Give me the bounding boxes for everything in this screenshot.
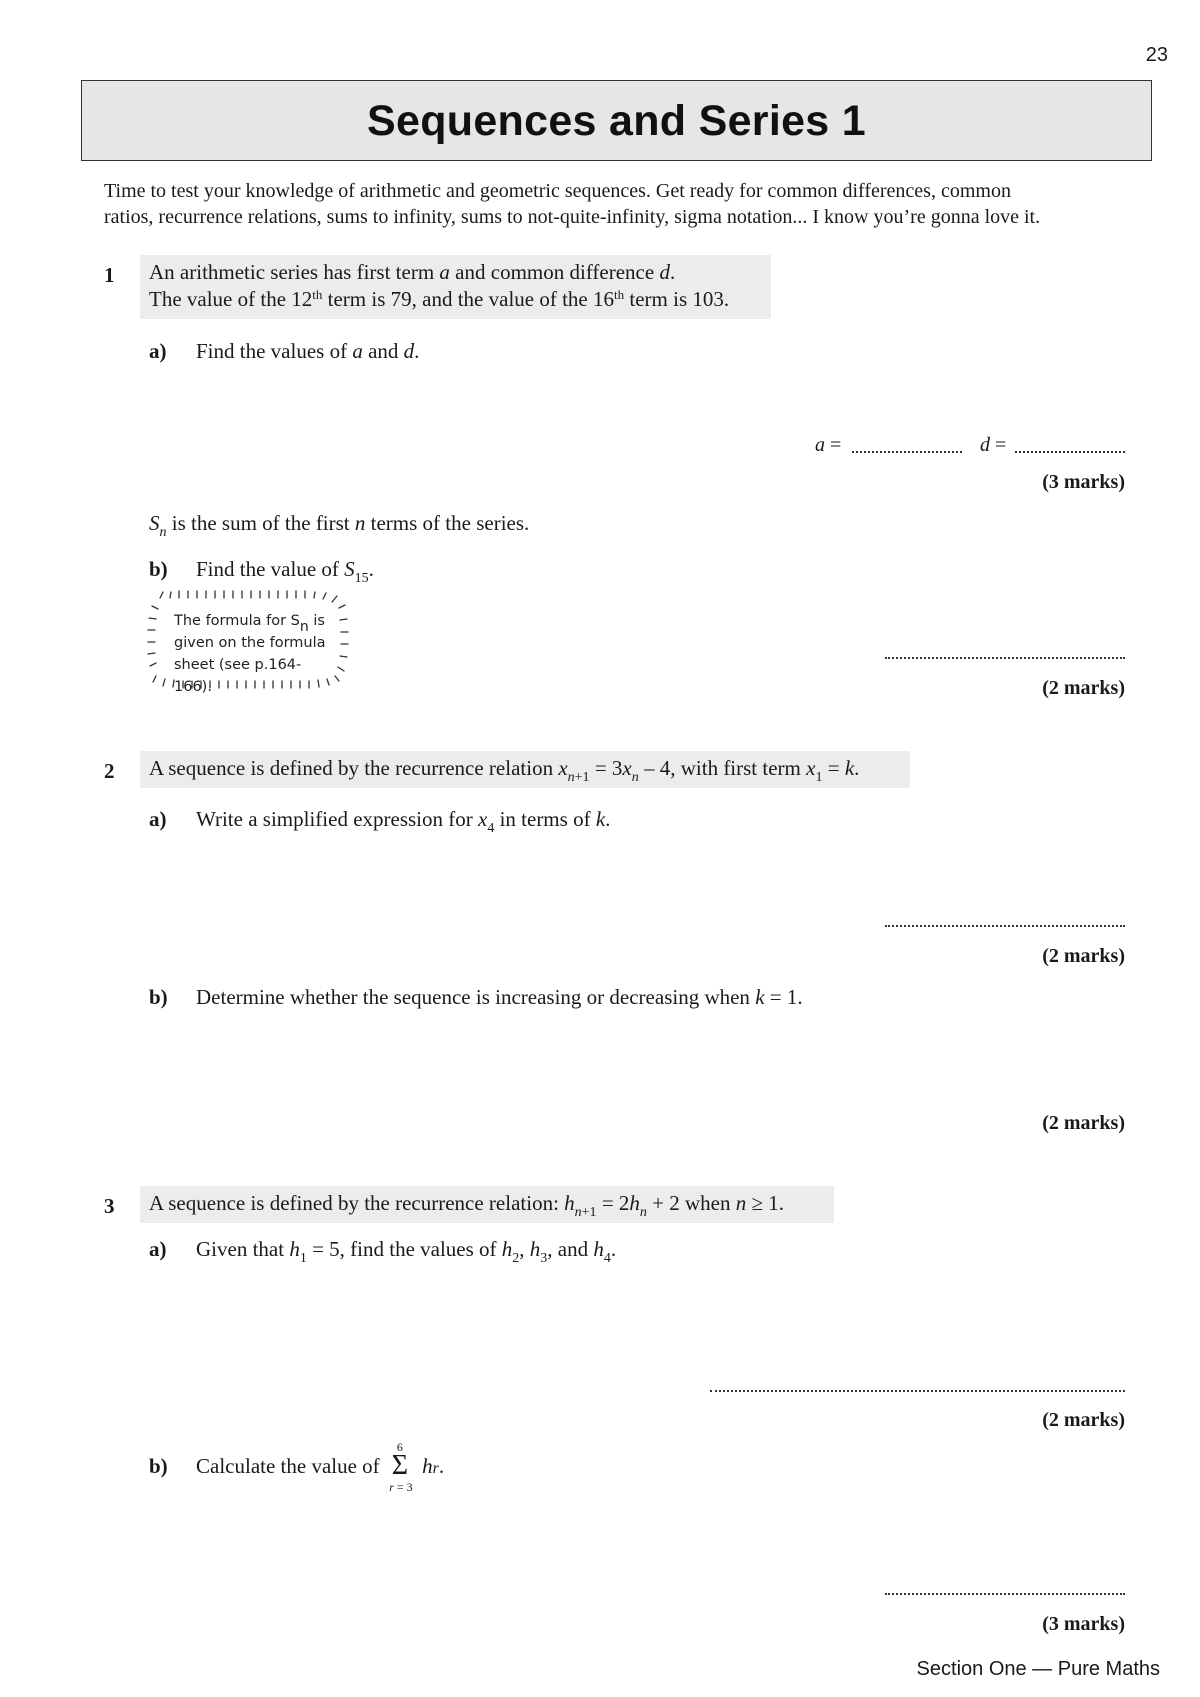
intro-paragraph [104, 178, 1164, 230]
hint-line-3: sheet (see p.164-166). [174, 657, 302, 695]
answer-d-field[interactable] [1015, 451, 1125, 453]
question-1-line-1: An arithmetic series has first term a and common difference d. [149, 260, 676, 284]
answer-a-label: a = [815, 434, 842, 456]
question-2a-text: Write a simplified expression for $x_4$ in terms of k. [196, 807, 611, 836]
question-2a-label: a) [149, 807, 167, 831]
question-3b-marks: (3 marks) [1042, 1613, 1125, 1635]
question-1a-marks: (3 marks) [1042, 471, 1125, 493]
answer-3b-field[interactable] [885, 1593, 1125, 1595]
sigma-notation [387, 1441, 413, 1495]
question-1-number: 1 [104, 263, 115, 287]
question-2b-marks: (2 marks) [1042, 1112, 1125, 1134]
answer-3a-field[interactable] [710, 1390, 1125, 1392]
sigma-upper-limit: 6 [396, 1440, 403, 1455]
question-1b-marks: (2 marks) [1042, 677, 1125, 699]
hint-line-1-end: is [308, 613, 325, 629]
formula-hint-bubble [146, 590, 351, 695]
question-2b-label: b) [149, 985, 168, 1009]
question-2b-text: Determine whether the sequence is increasing or decreasing when k = 1. [196, 985, 803, 1009]
question-1-line-2: The value of the 12th term is 79, and the value of the 16th term is 103. [149, 287, 730, 311]
section-footer: Section One — Pure Maths [916, 1658, 1160, 1680]
question-3b-text: Calculate the value of 6 Σ r = 3 hr. [196, 1440, 445, 1495]
sigma-lower-limit: r = 3 [389, 1480, 413, 1495]
question-3-stem: A sequence is defined by the recurrence relation: $h_{n+1} = 2h_n + 2$ when n ≥ 1. [140, 1186, 834, 1223]
page-title: Sequences and Series 1 [367, 97, 866, 145]
question-1b-text: Find the value of $S_{15}$. [196, 557, 374, 586]
hint-line-2: given on the formula [174, 635, 326, 651]
question-1a-label: a) [149, 339, 167, 363]
answer-d-label: d = [980, 434, 1007, 456]
hint-line-1: The formula for S [174, 613, 300, 629]
answer-a-field[interactable] [852, 451, 962, 453]
page-number: 23 [1145, 44, 1168, 66]
question-3b-prefix: Calculate the value of [196, 1454, 380, 1478]
question-2-stem: A sequence is defined by the recurrence relation $x_{n+1} = 3x_n - 4$, with first term $x_1 = k$. [140, 751, 910, 788]
answer-1b-field[interactable] [885, 657, 1125, 659]
intro-line-1: Time to test your knowledge of arithmetic and geometric sequences. Get ready for common differences, common [104, 180, 1011, 202]
sn-definition: $S_n$ is the sum of the first n terms of the series. [149, 511, 530, 540]
question-3a-marks: (2 marks) [1042, 1409, 1125, 1431]
title-banner [81, 80, 1152, 161]
answer-2a-field[interactable] [885, 925, 1125, 927]
question-3a-text: Given that $h_1 = 5$, find the values of $h_2$, $h_3$, and $h_4$. [196, 1237, 617, 1266]
intro-line-2: ratios, recurrence relations, sums to infinity, sums to not-quite-infinity, sigma notation... I know you’re gonna love it. [104, 206, 1041, 228]
question-1b-label: b) [149, 557, 168, 581]
question-2-number: 2 [104, 759, 115, 783]
question-3b-label: b) [149, 1454, 168, 1478]
question-1-stem [140, 255, 771, 319]
question-3a-label: a) [149, 1237, 167, 1261]
hint-text [174, 610, 334, 698]
hint-subscript: n [299, 619, 309, 635]
question-2a-marks: (2 marks) [1042, 945, 1125, 967]
question-1a-text: Find the values of a and d. [196, 339, 420, 363]
question-3-number: 3 [104, 1194, 115, 1218]
sigma-symbol: Σ [391, 1450, 409, 1482]
